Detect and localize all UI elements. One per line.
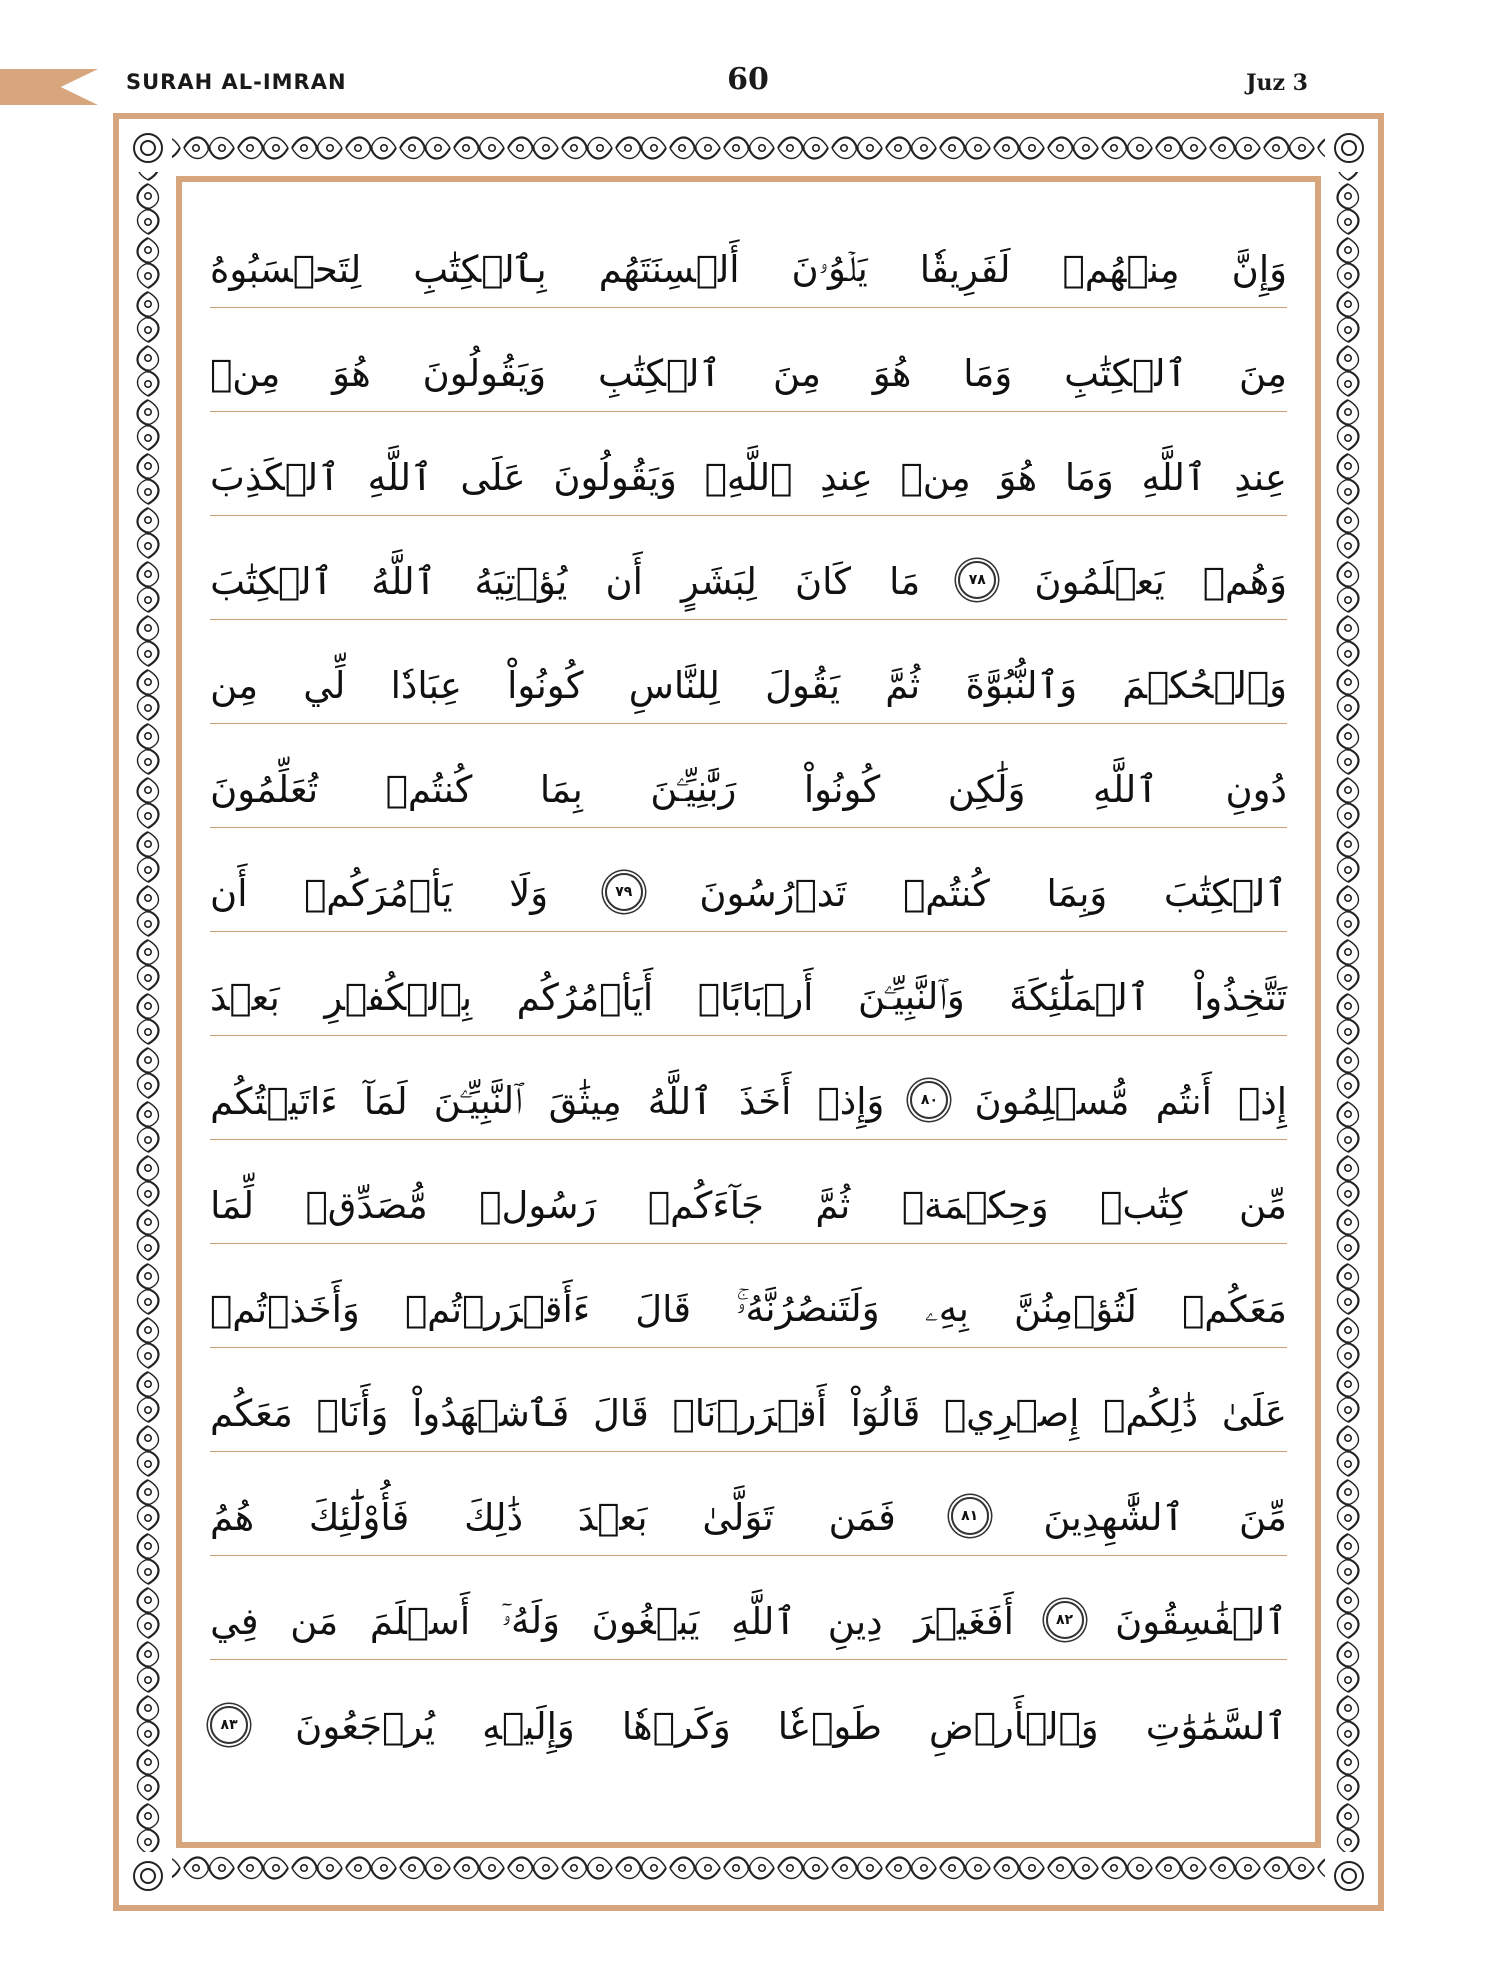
text-line-14: [210, 1556, 1287, 1660]
word: لَفَرِيقٗا: [919, 248, 1011, 291]
word: بِٱلۡكُفۡرِ: [324, 976, 473, 1019]
word: عِندِ: [1234, 456, 1287, 499]
word: يَلۡوُۥنَ: [791, 247, 868, 290]
word: قَالَ: [592, 1392, 649, 1435]
word: بَعۡدَ: [577, 1496, 648, 1539]
ayah-number-marker: ٨٣: [210, 1706, 248, 1744]
word: وَٱلۡحُكۡمَ: [1122, 664, 1287, 707]
word: ٱلشَّٰهِدِينَ: [1043, 1496, 1185, 1539]
word: بَعۡدَ: [210, 976, 280, 1019]
word: وَأَنَا۠: [316, 1392, 389, 1435]
word: إِذۡ: [1238, 1080, 1287, 1123]
word: وَبِمَا: [1046, 872, 1108, 915]
word: ثُمَّ: [815, 1184, 851, 1227]
word: أَن: [605, 560, 643, 603]
word: كَانَ: [794, 560, 852, 603]
word: فَمَن: [828, 1496, 896, 1539]
word: وَحِكۡمَةٖ: [901, 1184, 1049, 1227]
surah-name: SURAH AL-IMRAN: [126, 70, 347, 94]
word: لِبَشَرٍ: [681, 560, 757, 603]
word: يُرۡجَعُونَ: [295, 1705, 436, 1748]
word: وَهُمۡ: [1202, 560, 1287, 603]
word: ٱللَّهُ: [647, 1080, 713, 1123]
text-panel: [176, 176, 1321, 1848]
word: يَأۡمُرَكُمۡ: [304, 872, 453, 915]
word: ٱلنَّبِيِّـۧنَ: [433, 1079, 523, 1122]
word: أَسۡلَمَ: [369, 1600, 471, 1643]
word: عِبَادٗا: [390, 664, 462, 707]
word: ٱلۡكِتَٰبِ: [1064, 352, 1188, 395]
word: هُوَ: [332, 352, 371, 395]
text-line-11: [210, 1244, 1287, 1348]
word: ٱلۡكِتَٰبِ: [598, 352, 722, 395]
text-line-3: [210, 412, 1287, 516]
word: ٱللَّهِ: [1141, 456, 1207, 499]
word: بِهِۦ: [924, 1287, 969, 1330]
word: أَخَذَ: [738, 1080, 792, 1123]
word: وَكَرۡهٗا: [621, 1705, 731, 1748]
text-line-13: [210, 1452, 1287, 1556]
word: أَلۡسِنَتَهُم: [598, 248, 740, 291]
word: كِتَٰبٖ: [1100, 1184, 1188, 1227]
word: ٱللَّهِۖ: [704, 456, 793, 499]
word: ٱلۡكِتَٰبَ: [1163, 872, 1287, 915]
word: رَسُولٞ: [479, 1184, 597, 1227]
text-line-15: [210, 1660, 1287, 1764]
word: طَوۡعٗا: [777, 1705, 882, 1748]
text-line-2: [210, 308, 1287, 412]
word: مِّن: [1239, 1184, 1287, 1227]
word: مِنۡ: [210, 352, 281, 395]
word: كُنتُمۡ: [903, 872, 990, 915]
word: ءَاتَيۡتُكُم: [210, 1080, 338, 1123]
word: وَٱلنُّبُوَّةَ: [965, 664, 1078, 707]
word: ٱلۡفَٰسِقُونَ: [1115, 1600, 1287, 1643]
word: لَتُؤۡمِنُنَّ: [1014, 1288, 1137, 1331]
word: وَيَقُولُونَ: [553, 456, 677, 499]
word: إِصۡرِيۖ: [943, 1392, 1080, 1435]
word: لِتَحۡسَبُوهُ: [210, 248, 362, 291]
word: وَيَقُولُونَ: [422, 352, 547, 395]
text-line-8: [210, 932, 1287, 1036]
word: قَالَ: [635, 1288, 692, 1331]
word: جَآءَكُمۡ: [647, 1184, 764, 1227]
ayah-number-marker: ٧٩: [605, 873, 643, 911]
text-line-1: [210, 204, 1287, 308]
page-header: [0, 0, 1496, 130]
word: عِندِ: [820, 456, 873, 499]
word: مِنَ: [1239, 352, 1287, 395]
word: مِنۡ: [900, 456, 971, 499]
word: مِّنَ: [1239, 1496, 1287, 1539]
word: ءَأَقۡرَرۡتُمۡ: [404, 1288, 591, 1331]
word: هُوَ: [998, 456, 1038, 499]
text-line-6: [210, 724, 1287, 828]
word: وَٱلنَّبِيِّـۧنَ: [858, 975, 965, 1018]
word: وَلَتَنصُرُنَّهُۥۚ: [736, 1287, 880, 1330]
word: ٱللَّهِ: [731, 1600, 797, 1643]
word: يَعۡلَمُونَ: [1034, 560, 1165, 603]
word: قَالُوٓاْ: [850, 1392, 921, 1435]
word: تَتَّخِذُواْ: [1194, 976, 1287, 1019]
juz-label: Juz 3: [1246, 70, 1308, 96]
word: وَأَخَذۡتُمۡ: [210, 1288, 360, 1331]
word: أَن: [210, 872, 248, 915]
word: وَٱلۡأَرۡضِ: [928, 1705, 1099, 1748]
word: مَعَكُم: [210, 1392, 293, 1435]
word: كُونُواْ: [507, 664, 584, 707]
word: ٱللَّهُ: [371, 560, 437, 603]
word: وَإِذۡ: [817, 1080, 885, 1123]
word: ٱلۡكَذِبَ: [210, 456, 340, 499]
word: وَمَا: [963, 352, 1013, 395]
text-line-5: [210, 620, 1287, 724]
word: وَلَٰكِن: [947, 768, 1026, 811]
word: يُؤۡتِيَهُ: [474, 560, 568, 603]
word: مِنَ: [772, 352, 821, 395]
word: أَفَغَيۡرَ: [914, 1600, 1014, 1643]
word: أَقۡرَرۡنَاۚ: [672, 1392, 827, 1435]
word: رَبَّٰنِيِّـۧنَ: [650, 767, 737, 810]
word: ذَٰلِكَ: [464, 1496, 524, 1539]
word: ٱللَّهِ: [367, 456, 433, 499]
ornamental-page-frame: [113, 113, 1384, 1911]
word: مَن: [290, 1600, 339, 1643]
word: دِينِ: [827, 1600, 883, 1643]
text-line-7: [210, 828, 1287, 932]
word: فَأُوْلَٰٓئِكَ: [308, 1496, 410, 1539]
word: وَإِلَيۡهِ: [482, 1705, 575, 1748]
text-line-4: [210, 516, 1287, 620]
word: مِن: [210, 664, 259, 707]
word: دُونِ: [1225, 768, 1287, 811]
text-line-12: [210, 1348, 1287, 1452]
word: أَرۡبَابًاۚ: [697, 976, 814, 1019]
word: عَلَىٰ: [1221, 1392, 1287, 1435]
text-line-10: [210, 1140, 1287, 1244]
ayah-number-marker: ٧٨: [958, 561, 996, 599]
word: يَبۡغُونَ: [591, 1600, 700, 1643]
word: لَمَآ: [363, 1080, 408, 1123]
word: فِي: [210, 1600, 259, 1643]
word: ٱلسَّمَٰوَٰتِ: [1145, 1705, 1287, 1748]
word: كُونُواْ: [803, 768, 881, 811]
word: ٱلۡكِتَٰبَ: [210, 560, 334, 603]
word: هُوَ: [872, 352, 912, 395]
word: لِلنَّاسِ: [628, 664, 720, 707]
word: ذَٰلِكُمۡ: [1103, 1392, 1199, 1435]
word: هُمُ: [210, 1496, 255, 1539]
word: وَلَهُۥٓ: [501, 1599, 561, 1642]
word: تَدۡرُسُونَ: [699, 872, 847, 915]
word: تُعَلِّمُونَ: [210, 768, 319, 811]
ayah-number-marker: ٨١: [951, 1497, 989, 1535]
word: وَمَا: [1064, 456, 1114, 499]
word: مُّصَدِّقٞ: [305, 1184, 428, 1227]
word: مُّسۡلِمُونَ: [974, 1080, 1130, 1123]
word: أَنتُم: [1155, 1080, 1212, 1123]
word: يَقُولَ: [765, 664, 841, 707]
word: عَلَى: [460, 456, 526, 499]
word: وَإِنَّ: [1231, 248, 1287, 291]
word: مِيثَٰقَ: [548, 1080, 622, 1123]
word: أَيَأۡمُرُكُم: [516, 976, 654, 1019]
word: ٱللَّهِ: [1092, 768, 1158, 811]
word: لِّي: [303, 664, 346, 707]
word: بِمَا: [539, 768, 583, 811]
word: مَعَكُمۡ: [1182, 1288, 1287, 1331]
ayah-number-marker: ٨٢: [1046, 1601, 1084, 1639]
word: ثُمَّ: [885, 664, 921, 707]
word: فَٱشۡهَدُواْ: [412, 1392, 570, 1435]
word: بِٱلۡكِتَٰبِ: [413, 248, 547, 291]
word: مَا: [889, 560, 921, 603]
word: مِنۡهُمۡ: [1062, 248, 1180, 291]
word: كُنتُمۡ: [385, 768, 473, 811]
ayah-number-marker: ٨٠: [910, 1081, 948, 1119]
word: وَلَا: [509, 872, 549, 915]
text-line-9: [210, 1036, 1287, 1140]
page-number: 60: [727, 62, 769, 97]
word: تَوَلَّىٰ: [702, 1496, 774, 1539]
word: لِّمَا: [210, 1184, 254, 1227]
word: ٱلۡمَلَٰٓئِكَةَ: [1009, 976, 1150, 1019]
